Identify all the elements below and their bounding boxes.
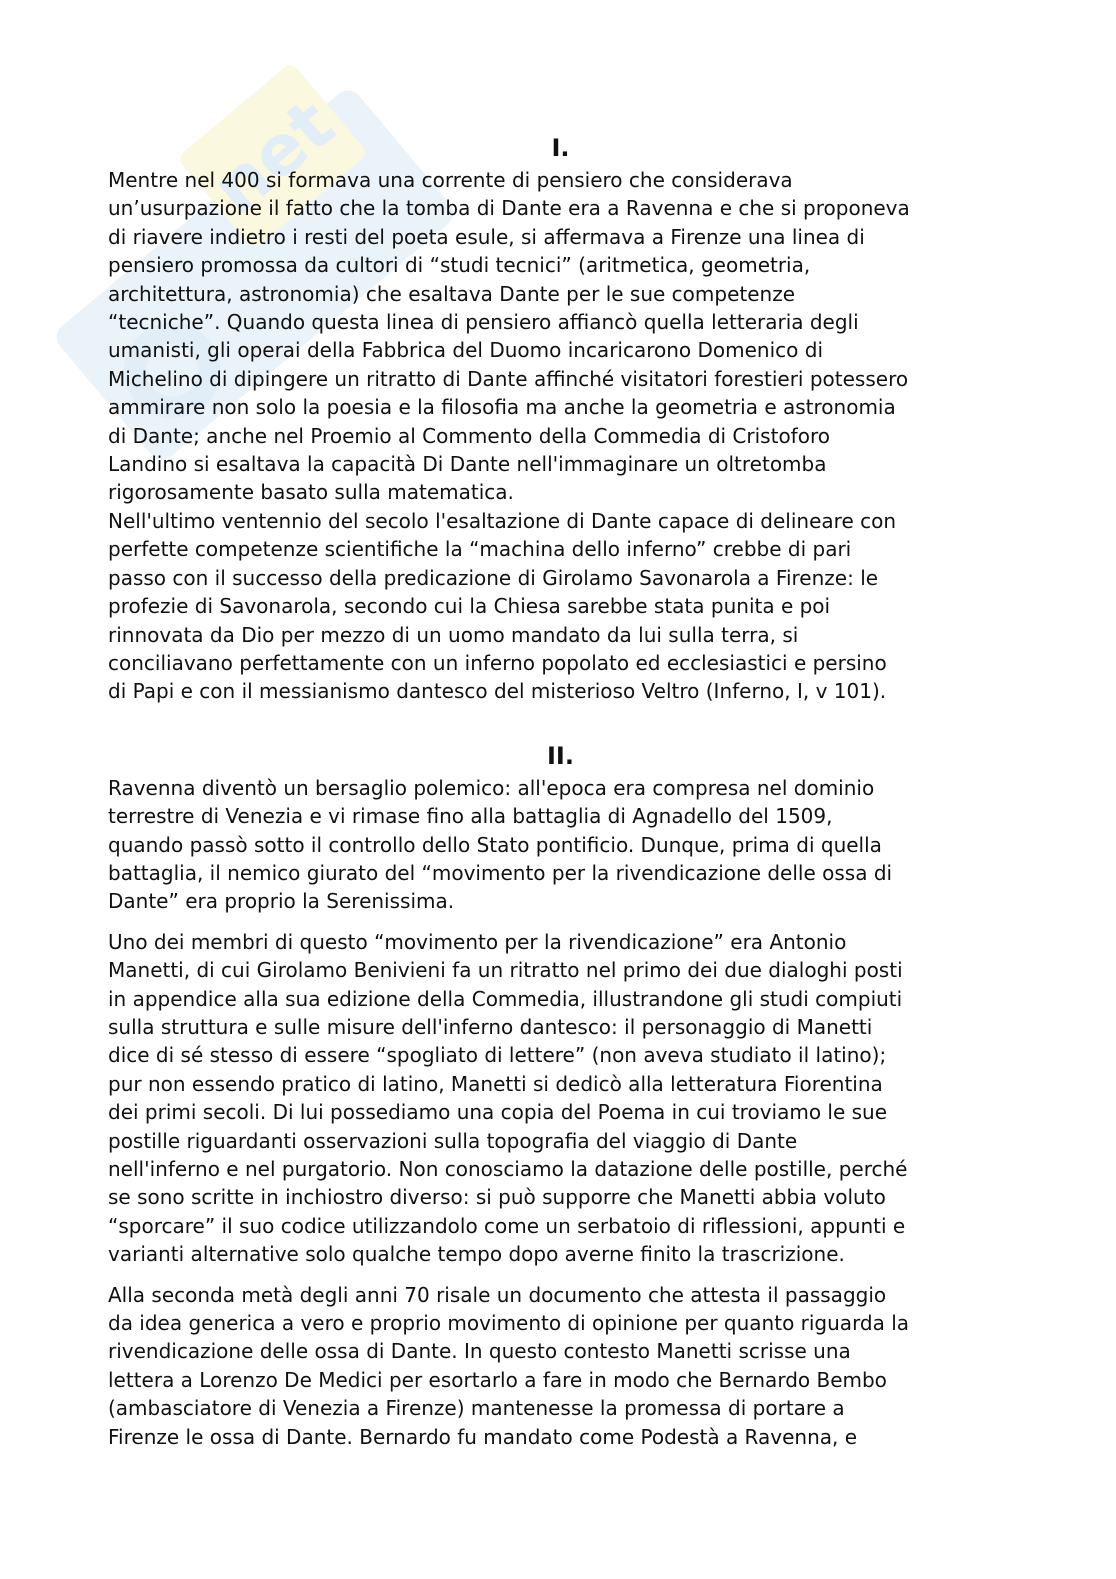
section-heading-2: II. xyxy=(547,741,574,770)
section-2-paragraph-1: Ravenna diventò un bersaglio polemico: all'epoca era compresa nel dominio terrestre di Venezia e vi rimase fino alla battaglia di Agnadello del 1509, quando passò sotto il controllo dello Stato pontificio. Dunque, prima di quella battaglia, il nemico giurato del “movimento per la rivendicazione delle ossa di Dante” era proprio la Serenissima. xyxy=(108,775,893,914)
watermark-text: net xyxy=(196,83,350,231)
section-2-paragraph-2: Uno dei membri di questo “movimento per la rivendicazione” era Antonio Manetti, di cui Girolamo Benivieni fa un ritratto nel primo dei due dialoghi posti in appendice alla sua edizione della Commedia, illustrandone gli studi compiuti sulla struttura e sulle misure dell'inferno dantesco: il personaggio di Manetti dice di sé stesso di essere “spogliato di lettere” (non aveva studiato il latino); pur non essendo pratico di latino, Manetti si dedicò alla letteratura Fiorentina dei primi secoli. Di lui possediamo una copia del Poema in cui troviamo le sue postille riguardanti osservazioni sulla topografia del viaggio di Dante nell'inferno e nel purgatorio. Non conosciamo la datazione delle postille, perché se sono scritte in inchiostro diverso: si può supporre che Manetti abbia voluto “sporcare” il suo codice utilizzandolo come un serbatoio di riflessioni, appunti e varianti alternative solo qualche tempo dopo averne finito la trascrizione. xyxy=(108,929,908,1267)
section-2-paragraph-3: Alla seconda metà degli anni 70 risale un documento che attesta il passaggio da idea generica a vero e proprio movimento di opinione per quanto riguarda la rivendicazione delle ossa di Dante. In questo contesto Manetti scrisse una lettera a Lorenzo De Medici per esortarlo a fare in modo che Bernardo Bembo (ambasciatore di Venezia a Firenze) mantenesse la promessa di portare a Firenze le ossa di Dante. Bernardo fu mandato come Podestà a Ravenna, e xyxy=(108,1282,910,1449)
section-1-paragraph-1: Mentre nel 400 si formava una corrente di pensiero che considerava un’usurpazione il fatto che la tomba di Dante era a Ravenna e che si proponeva di riavere indietro i resti del poeta esule, si affermava a Firenze una linea di pensiero promossa da cultori di “studi tecnici” (aritmetica, geometria, architettura, astronomia) che esaltava Dante per le sue competenze “tecniche”. Quando questa linea di pensiero affiancò quella letteraria degli umanisti, gli operai della Fabbrica del Duomo incaricarono Domenico di Michelino di dipingere un ritratto di Dante affinché visitatori forestieri potessero ammirare non solo la poesia e la filosofia ma anche la geometria e astronomia di Dante; anche nel Proemio al Commento della Commedia di Cristoforo Landino si esaltava la capacità Di Dante nell'immaginare un oltretomba rigorosamente basato sulla matematica. xyxy=(108,168,910,505)
section-heading-1: I. xyxy=(551,134,570,162)
document-page xyxy=(108,130,1013,1451)
section-1-paragraph-2: Nell'ultimo ventennio del secolo l'esaltazione di Dante capace di delineare con perfette competenze scientifiche la “machina dello inferno” crebbe di pari passo con il successo della predicazione di Girolamo Savonarola a Firenze: le profezie di Savonarola, secondo cui la Chiesa sarebbe stata punita e poi rinnovata da Dio per mezzo di un uomo mandato da lui sulla terra, si conciliavano perfettamente con un inferno popolato ed ecclesiastici e persino di Papi e con il messianismo dantesco del misterioso Veltro (Inferno, I, v 101). xyxy=(108,508,897,704)
